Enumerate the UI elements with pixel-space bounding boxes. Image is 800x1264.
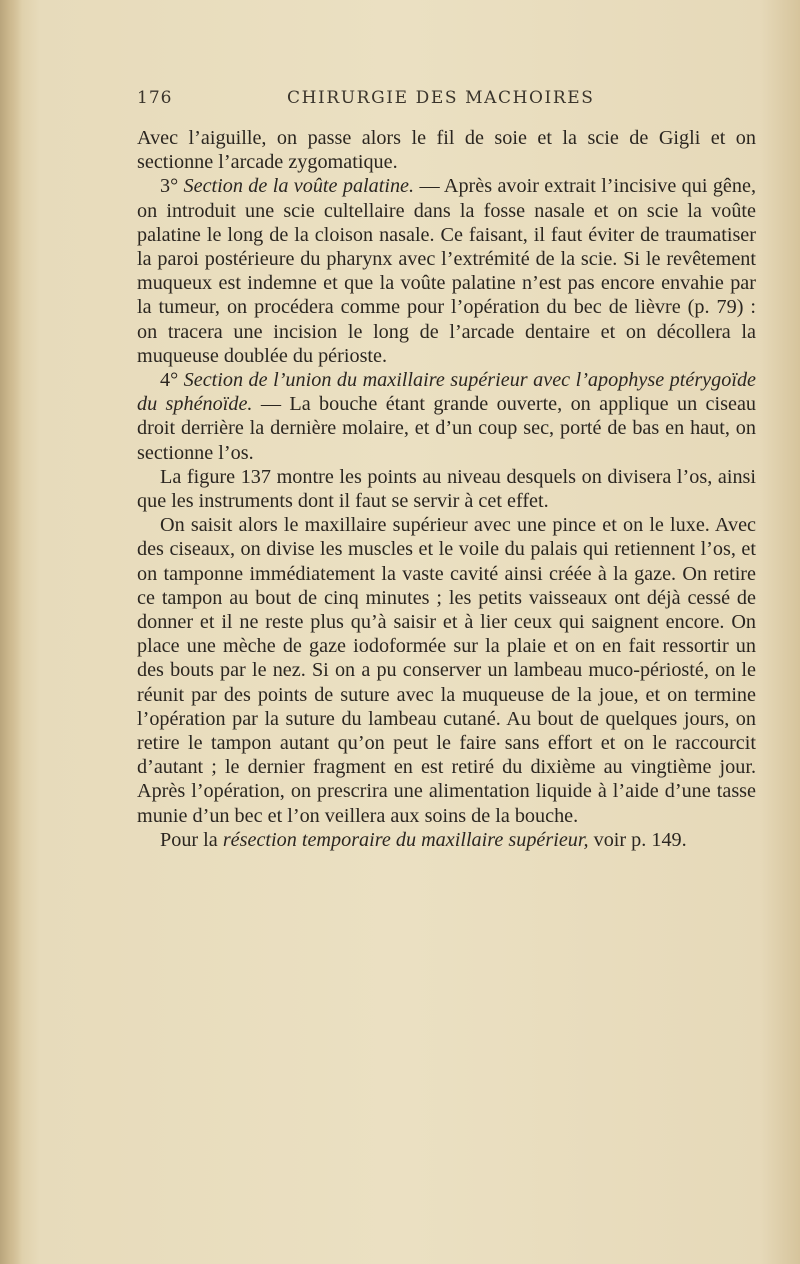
page-number: 176 [137, 88, 173, 108]
running-title: CHIRURGIE DES MACHOIRES [287, 88, 595, 108]
paragraph-2 [137, 174, 756, 368]
section-heading: Section de l’union du maxillaire supérieur avec l’apophyse ptérygoïde du sphénoïde. [137, 369, 756, 416]
paragraph-text: On saisit alors le maxillaire supérieur avec une pince et on le luxe. Avec des ciseaux, on divise les muscles et le voile du palais qui retiennent l’os, et on tamponne immédiatement la vaste cavité ainsi créée à la gaze. On retire ce tampon au bout de cinq minutes ; les petits vaisseaux ont déjà cessé de donner et il ne reste plus qu’à saisir et à lier ceux qui saignent encore. On place une mèche de gaze iodoformée sur la plaie et on en fait ressortir un des bouts par le nez. Si on a pu conserver un lambeau muco-périosté, on le réunit par des points de suture avec la muqueuse de la joue, et on termine l’opération par la suture du lambeau cutané. Au bout de quelques jours, on retire le tampon autant qu’on peut le faire sans effort et on le raccourcit d’autant ; le dernier fragment en est retiré du dixième au vingtième jour. Après l’opération, on prescrira une alimentation liquide à l’aide d’une tasse munie d’un bec et l’on veillera aux soins de la bouche. [137, 514, 756, 827]
body-text [137, 126, 756, 852]
paragraph-text: La figure 137 montre les points au niveau desquels on divisera l’os, ainsi que les instruments dont il faut se servir à cet effet. [137, 465, 756, 513]
paragraph-1 [137, 126, 756, 174]
paragraph-lead: Pour la [160, 828, 223, 851]
paragraph-text: Avec l’aiguille, on passe alors le fil de soie et la scie de Gigli et on sectionne l’arcade zygomatique. [137, 127, 756, 174]
section-number: 3° [160, 175, 184, 198]
paragraph-3 [137, 368, 756, 465]
cross-reference-italic: résection temporaire du maxillaire supérieur, [222, 828, 589, 851]
paragraph-text: — La bouche étant grande ouverte, on applique un ciseau droit derrière la dernière molaire, et d’un coup sec, porté de bas en haut, on sectionne l’os. [137, 393, 756, 464]
paragraph-5 [137, 513, 756, 828]
page-gutter [0, 0, 22, 1264]
paragraph-6 [137, 828, 756, 852]
paragraph-4 [137, 465, 756, 513]
section-heading: Section de la voûte palatine. [183, 175, 415, 198]
paragraph-text: — Après avoir extrait l’incisive qui gêne, on introduit une scie cultellaire dans la fosse nasale et on scie la voûte palatine le long de la cloison nasale. Ce faisant, il faut éviter de traumatiser la paroi postérieure du pharynx avec l’extrémité de la scie. Si le revêtement muqueux est indemne et que la voûte palatine n’est pas encore envahie par la tumeur, on procédera comme pour l’opération du bec de lièvre (p. 79) : on tracera une incision le long de l’arcade dentaire et on décollera la muqueuse doublée du périoste. [137, 175, 756, 367]
paragraph-text: voir p. 149. [588, 828, 687, 851]
section-number: 4° [160, 369, 184, 392]
